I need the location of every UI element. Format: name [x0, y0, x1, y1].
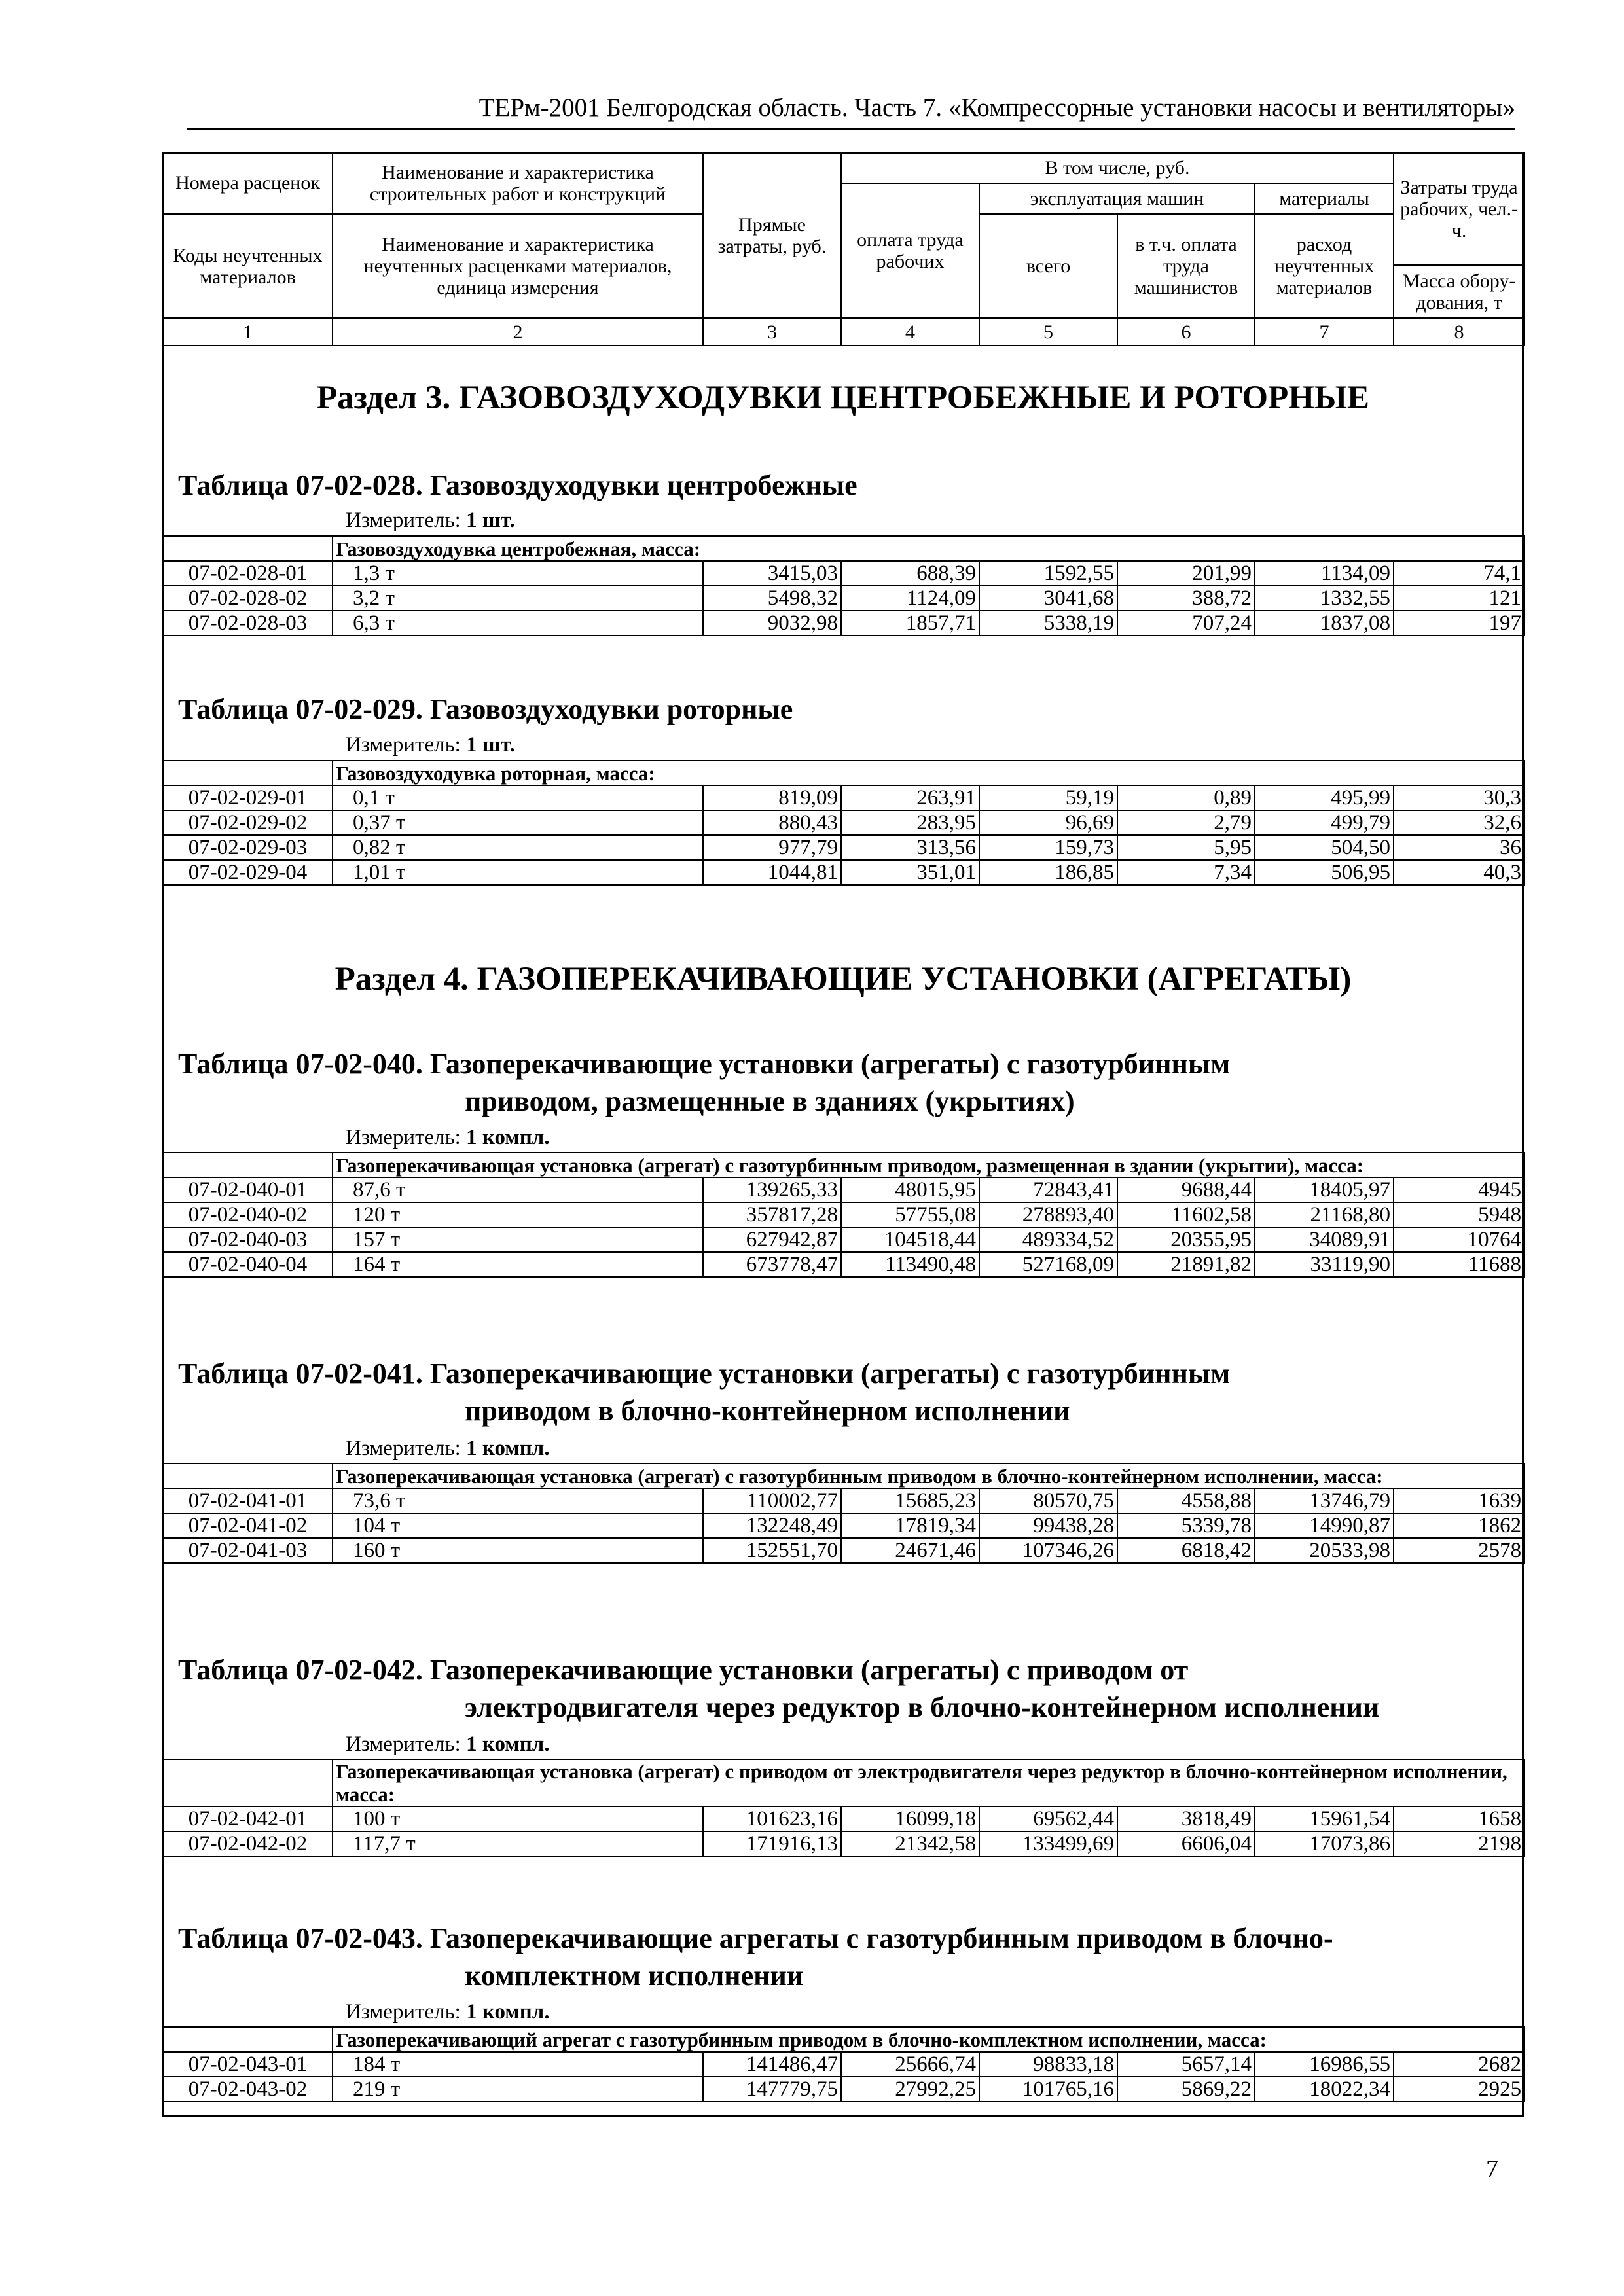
table-row: [163, 2052, 1525, 2077]
value-cell: 6818,42: [1117, 1538, 1255, 1563]
value-cell: 107346,26: [979, 1538, 1117, 1563]
group-label: Газоперекачивающая установка (агрегат) с газотурбинным приводом, размещенная в здании (укрытии), масса:: [333, 1153, 1525, 1177]
data-table-07-02-043: [162, 2026, 1525, 2102]
value-cell: 59,19: [979, 785, 1117, 810]
code-cell: 07-02-040-03: [163, 1227, 333, 1252]
section-title: Раздел 4. ГАЗОПЕРЕКАЧИВАЮЩИЕ УСТАНОВКИ (АГРЕГАТЫ): [334, 961, 1352, 997]
code-cell: 07-02-041-03: [163, 1538, 333, 1563]
value-cell: 5498,32: [703, 586, 841, 611]
code-cell: 07-02-029-01: [163, 785, 333, 810]
data-table-07-02-040: [162, 1152, 1525, 1278]
value-cell: 132248,49: [703, 1513, 841, 1538]
value-cell: 18022,34: [1255, 2077, 1394, 2102]
running-header: [187, 92, 1515, 131]
code-cell: 07-02-028-03: [163, 611, 333, 636]
name-cell: 117,7 т: [333, 1831, 703, 1856]
table-title-line: приводом, размещенные в зданиях (укрытиях): [465, 1085, 1075, 1117]
name-cell: 157 т: [333, 1227, 703, 1252]
code-cell: 07-02-040-02: [163, 1202, 333, 1227]
value-cell: 2198: [1394, 1831, 1525, 1856]
value-cell: 104518,44: [841, 1227, 979, 1252]
name-cell: 1,01 т: [333, 860, 703, 885]
col5-header: всего: [979, 214, 1117, 319]
unit-line: [346, 1124, 550, 1151]
data-table-07-02-028: [162, 535, 1525, 636]
table-row: [163, 1806, 1525, 1831]
value-cell: 18405,97: [1255, 1177, 1394, 1202]
value-cell: 1134,09: [1255, 561, 1394, 586]
code-cell: 07-02-042-01: [163, 1806, 333, 1831]
table-title-line: Таблица 07-02-029. Газовоздуходувки роторные: [178, 693, 793, 725]
name-cell: 219 т: [333, 2077, 703, 2102]
table-row: [163, 2077, 1525, 2102]
name-cell: 160 т: [333, 1538, 703, 1563]
value-cell: 21168,80: [1255, 1202, 1394, 1227]
value-cell: 34089,91: [1255, 1227, 1394, 1252]
value-cell: 9688,44: [1117, 1177, 1255, 1202]
value-cell: 880,43: [703, 810, 841, 835]
value-cell: 197: [1394, 611, 1525, 636]
value-cell: 16099,18: [841, 1806, 979, 1831]
unit-label: Измеритель:: [346, 509, 461, 532]
code-cell: 07-02-028-01: [163, 561, 333, 586]
value-cell: 15961,54: [1255, 1806, 1394, 1831]
value-cell: 1862: [1394, 1513, 1525, 1538]
table-row: [163, 1177, 1525, 1202]
value-cell: 14990,87: [1255, 1513, 1394, 1538]
value-cell: 1639: [1394, 1488, 1525, 1513]
unit-line: [346, 1435, 550, 1462]
unit-line: [346, 1999, 550, 2025]
incl-header: В том числе, руб.: [841, 152, 1394, 183]
value-cell: 819,09: [703, 785, 841, 810]
value-cell: 24671,46: [841, 1538, 979, 1563]
group-spacer: [163, 1759, 333, 1806]
value-cell: 201,99: [1117, 561, 1255, 586]
table-row: [163, 1252, 1525, 1277]
unit-line: [346, 507, 515, 533]
group-label: Газоперекачивающая установка (агрегат) с газотурбинным приводом в блочно-контейнерном исполнении, масса:: [333, 1463, 1525, 1488]
col2-bottom-header: Наименование и характеристика неучтенных расценками материалов, единица измерения: [333, 214, 703, 319]
value-cell: 504,50: [1255, 835, 1394, 860]
unit-label: Измеритель:: [346, 1126, 461, 1149]
unit-value: 1 шт.: [466, 733, 515, 757]
code-cell: 07-02-040-04: [163, 1252, 333, 1277]
group-spacer: [163, 2027, 333, 2052]
value-cell: 133499,69: [979, 1831, 1117, 1856]
name-cell: 120 т: [333, 1202, 703, 1227]
value-cell: 152551,70: [703, 1538, 841, 1563]
unit-line: [346, 732, 515, 758]
group-spacer: [163, 1153, 333, 1177]
table-title: [178, 1920, 1520, 1994]
value-cell: 110002,77: [703, 1488, 841, 1513]
value-cell: 5869,22: [1117, 2077, 1255, 2102]
value-cell: 1837,08: [1255, 611, 1394, 636]
value-cell: 388,72: [1117, 586, 1255, 611]
table-row: [163, 1513, 1525, 1538]
value-cell: 33119,90: [1255, 1252, 1394, 1277]
value-cell: 40,3: [1394, 860, 1525, 885]
value-cell: 2682: [1394, 2052, 1525, 2077]
value-cell: 32,6: [1394, 810, 1525, 835]
value-cell: 72843,41: [979, 1177, 1117, 1202]
code-cell: 07-02-041-02: [163, 1513, 333, 1538]
group-spacer: [163, 536, 333, 561]
code-cell: 07-02-043-02: [163, 2077, 333, 2102]
value-cell: 139265,33: [703, 1177, 841, 1202]
value-cell: 0,89: [1117, 785, 1255, 810]
name-cell: 6,3 т: [333, 611, 703, 636]
col6-header: в т.ч. оплата труда машинистов: [1117, 214, 1255, 319]
code-cell: 07-02-043-01: [163, 2052, 333, 2077]
unit-value: 1 компл.: [466, 2000, 550, 2024]
value-cell: 17819,34: [841, 1513, 979, 1538]
table-title-line: приводом в блочно-контейнерном исполнении: [465, 1395, 1070, 1427]
value-cell: 57755,08: [841, 1202, 979, 1227]
machines-header: эксплуатация машин: [979, 183, 1255, 213]
col4-header: оплата труда рабочих: [841, 183, 979, 318]
col-number: 8: [1394, 318, 1525, 346]
table-title-line: Таблица 07-02-040. Газоперекачивающие установки (агрегаты) с газотурбинным: [178, 1048, 1231, 1080]
value-cell: 20533,98: [1255, 1538, 1394, 1563]
table-row: [163, 810, 1525, 835]
table-title-line: Таблица 07-02-041. Газоперекачивающие установки (агрегаты) с газотурбинным: [178, 1357, 1231, 1390]
value-cell: 2925: [1394, 2077, 1525, 2102]
value-cell: 186,85: [979, 860, 1117, 885]
value-cell: 278893,40: [979, 1202, 1117, 1227]
data-table-07-02-041: [162, 1463, 1525, 1564]
value-cell: 96,69: [979, 810, 1117, 835]
value-cell: 7,34: [1117, 860, 1255, 885]
value-cell: 27992,25: [841, 2077, 979, 2102]
materials-header: материалы: [1255, 183, 1394, 213]
value-cell: 3415,03: [703, 561, 841, 586]
value-cell: 1124,09: [841, 586, 979, 611]
table-row: [163, 586, 1525, 611]
group-spacer: [163, 1463, 333, 1488]
table-title: [178, 691, 1520, 728]
value-cell: 11602,58: [1117, 1202, 1255, 1227]
col1-top-header: Номера расценок: [163, 152, 333, 214]
value-cell: 3041,68: [979, 586, 1117, 611]
value-cell: 313,56: [841, 835, 979, 860]
value-cell: 263,91: [841, 785, 979, 810]
table-title: [178, 1651, 1520, 1726]
value-cell: 74,1: [1394, 561, 1525, 586]
value-cell: 1857,71: [841, 611, 979, 636]
value-cell: 121: [1394, 586, 1525, 611]
table-title-line: электродвигателя через редуктор в блочно-контейнерном исполнении: [465, 1691, 1380, 1723]
value-cell: 5,95: [1117, 835, 1255, 860]
unit-value: 1 компл.: [466, 1126, 550, 1149]
table-row: [163, 785, 1525, 810]
value-cell: 10764: [1394, 1227, 1525, 1252]
col3-header: Прямые затраты, руб.: [703, 152, 841, 318]
name-cell: 0,82 т: [333, 835, 703, 860]
value-cell: 5657,14: [1117, 2052, 1255, 2077]
value-cell: 16986,55: [1255, 2052, 1394, 2077]
table-row: [163, 1227, 1525, 1252]
value-cell: 159,73: [979, 835, 1117, 860]
table-row: [163, 1538, 1525, 1563]
col-number: 5: [979, 318, 1117, 346]
code-cell: 07-02-042-02: [163, 1831, 333, 1856]
name-cell: 1,3 т: [333, 561, 703, 586]
code-cell: 07-02-028-02: [163, 586, 333, 611]
value-cell: 5948: [1394, 1202, 1525, 1227]
value-cell: 21891,82: [1117, 1252, 1255, 1277]
code-cell: 07-02-040-01: [163, 1177, 333, 1202]
group-label: Газоперекачивающая установка (агрегат) с приводом от электродвигателя через редуктор в блочно-контейнерном исполнении, масса:: [333, 1759, 1525, 1806]
table-row: [163, 611, 1525, 636]
value-cell: 2578: [1394, 1538, 1525, 1563]
value-cell: 527168,09: [979, 1252, 1117, 1277]
value-cell: 5339,78: [1117, 1513, 1255, 1538]
table-title-line: Таблица 07-02-028. Газовоздуходувки центробежные: [178, 469, 857, 501]
group-label: Газовоздуходувка роторная, масса:: [333, 761, 1525, 785]
value-cell: 98833,18: [979, 2052, 1117, 2077]
table-title-line: Таблица 07-02-042. Газоперекачивающие установки (агрегаты) с приводом от: [178, 1654, 1189, 1686]
col2-top-header: Наименование и характеристика строительных работ и конструкций: [333, 152, 703, 214]
col-number: 2: [333, 318, 703, 346]
name-cell: 0,1 т: [333, 785, 703, 810]
value-cell: 357817,28: [703, 1202, 841, 1227]
value-cell: 688,39: [841, 561, 979, 586]
name-cell: 100 т: [333, 1806, 703, 1831]
table-title: [178, 1045, 1520, 1120]
value-cell: 141486,47: [703, 2052, 841, 2077]
value-cell: 30,3: [1394, 785, 1525, 810]
name-cell: 104 т: [333, 1513, 703, 1538]
value-cell: 1332,55: [1255, 586, 1394, 611]
column-header-table: [162, 152, 1525, 346]
header-text: ТЕРм-2001 Белгородская область. Часть 7. «Компрессорные установки насосы и вентиляторы»: [478, 94, 1515, 122]
value-cell: 489334,52: [979, 1227, 1117, 1252]
value-cell: 5338,19: [979, 611, 1117, 636]
col-number: 4: [841, 318, 979, 346]
table-row: [163, 1202, 1525, 1227]
value-cell: 171916,13: [703, 1831, 841, 1856]
value-cell: 13746,79: [1255, 1488, 1394, 1513]
unit-label: Измеритель:: [346, 733, 461, 757]
value-cell: 673778,47: [703, 1252, 841, 1277]
value-cell: 3818,49: [1117, 1806, 1255, 1831]
data-table-07-02-029: [162, 760, 1525, 886]
value-cell: 495,99: [1255, 785, 1394, 810]
value-cell: 36: [1394, 835, 1525, 860]
unit-value: 1 компл.: [466, 1732, 550, 1756]
value-cell: 9032,98: [703, 611, 841, 636]
value-cell: 25666,74: [841, 2052, 979, 2077]
value-cell: 6606,04: [1117, 1831, 1255, 1856]
name-cell: 184 т: [333, 2052, 703, 2077]
section-title: Раздел 3. ГАЗОВОЗДУХОДУВКИ ЦЕНТРОБЕЖНЫЕ И РОТОРНЫЕ: [316, 380, 1370, 416]
value-cell: 113490,48: [841, 1252, 979, 1277]
code-cell: 07-02-029-03: [163, 835, 333, 860]
col8-top-header: Затраты труда рабочих, чел.-ч.: [1394, 152, 1525, 265]
value-cell: 1592,55: [979, 561, 1117, 586]
name-cell: 73,6 т: [333, 1488, 703, 1513]
group-label: Газовоздуходувка центробежная, масса:: [333, 536, 1525, 561]
unit-label: Измеритель:: [346, 1437, 461, 1460]
table-title-line: Таблица 07-02-043. Газоперекачивающие агрегаты с газотурбинным приводом в блочно-: [178, 1922, 1333, 1954]
value-cell: 80570,75: [979, 1488, 1117, 1513]
value-cell: 506,95: [1255, 860, 1394, 885]
table-title: [178, 1355, 1520, 1429]
value-cell: 15685,23: [841, 1488, 979, 1513]
value-cell: 1044,81: [703, 860, 841, 885]
value-cell: 101765,16: [979, 2077, 1117, 2102]
header-rule: [187, 128, 1515, 130]
unit-line: [346, 1731, 550, 1757]
value-cell: 17073,86: [1255, 1831, 1394, 1856]
col8-bottom-header: Масса обору-дования, т: [1394, 265, 1525, 318]
value-cell: 11688: [1394, 1252, 1525, 1277]
unit-label: Измеритель:: [346, 1732, 461, 1756]
value-cell: 351,01: [841, 860, 979, 885]
value-cell: 1658: [1394, 1806, 1525, 1831]
code-cell: 07-02-029-02: [163, 810, 333, 835]
value-cell: 2,79: [1117, 810, 1255, 835]
table-title-line: комплектном исполнении: [465, 1960, 804, 1992]
name-cell: 3,2 т: [333, 586, 703, 611]
name-cell: 87,6 т: [333, 1177, 703, 1202]
col-number: 1: [163, 318, 333, 346]
table-row: [163, 561, 1525, 586]
table-row: [163, 1831, 1525, 1856]
value-cell: 4558,88: [1117, 1488, 1255, 1513]
col-number: 3: [703, 318, 841, 346]
value-cell: 977,79: [703, 835, 841, 860]
value-cell: 99438,28: [979, 1513, 1117, 1538]
col-number: 7: [1255, 318, 1394, 346]
unit-value: 1 компл.: [466, 1437, 550, 1460]
page-number: 7: [1486, 2155, 1498, 2183]
code-cell: 07-02-041-01: [163, 1488, 333, 1513]
value-cell: 48015,95: [841, 1177, 979, 1202]
col1-bottom-header: Коды неучтенных материалов: [163, 214, 333, 319]
unit-value: 1 шт.: [466, 509, 515, 532]
group-label: Газоперекачивающий агрегат с газотурбинным приводом в блочно-комплектном исполнении, масса:: [333, 2027, 1525, 2052]
table-row: [163, 860, 1525, 885]
table-title: [178, 467, 1520, 504]
value-cell: 20355,95: [1117, 1227, 1255, 1252]
value-cell: 21342,58: [841, 1831, 979, 1856]
data-table-07-02-042: [162, 1759, 1525, 1857]
value-cell: 147779,75: [703, 2077, 841, 2102]
code-cell: 07-02-029-04: [163, 860, 333, 885]
unit-label: Измеритель:: [346, 2000, 461, 2024]
group-spacer: [163, 761, 333, 785]
value-cell: 627942,87: [703, 1227, 841, 1252]
name-cell: 164 т: [333, 1252, 703, 1277]
value-cell: 4945: [1394, 1177, 1525, 1202]
col-number: 6: [1117, 318, 1255, 346]
name-cell: 0,37 т: [333, 810, 703, 835]
value-cell: 499,79: [1255, 810, 1394, 835]
value-cell: 69562,44: [979, 1806, 1117, 1831]
table-row: [163, 835, 1525, 860]
value-cell: 707,24: [1117, 611, 1255, 636]
col7-header: расход неучтенных материалов: [1255, 214, 1394, 319]
table-row: [163, 1488, 1525, 1513]
value-cell: 101623,16: [703, 1806, 841, 1831]
value-cell: 283,95: [841, 810, 979, 835]
